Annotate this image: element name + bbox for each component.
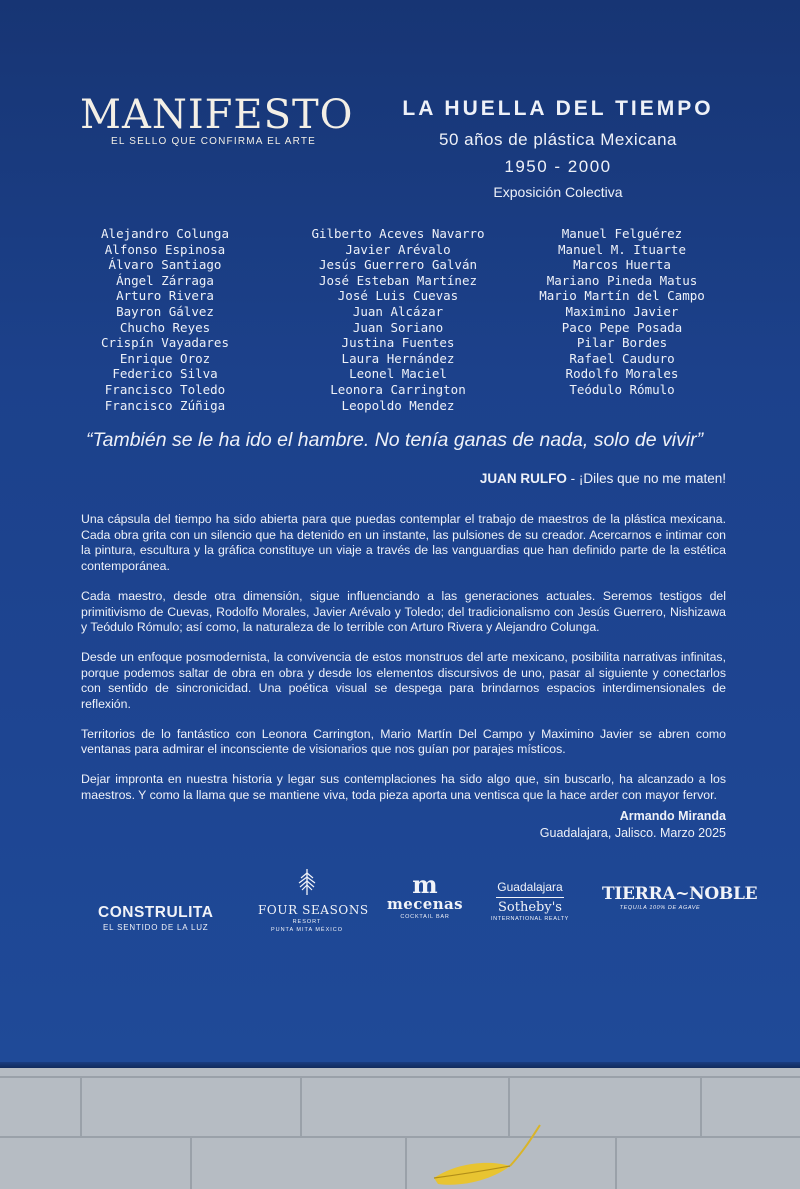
artist-name: Arturo Rivera: [116, 288, 214, 304]
artist-name: Juan Alcázar: [352, 303, 444, 319]
curatorial-text: [81, 512, 726, 818]
sponsor-name: TIERRA~NOBLE: [602, 884, 758, 904]
manifesto-logo: [80, 92, 354, 147]
artist-name: Mario Martín del Campo: [539, 288, 705, 304]
artist-name: Alfonso Espinosa: [104, 241, 226, 257]
artist-name: Francisco Zúñiga: [104, 397, 226, 413]
sponsor-tagline: INTERNATIONAL REALTY: [491, 916, 569, 922]
sponsor-construlita: [98, 904, 213, 932]
quote-attribution: [480, 471, 726, 486]
artist-name: Enrique Oroz: [119, 350, 211, 366]
sponsor-city: Guadalajara: [497, 880, 563, 894]
exhibition-subtitle: 50 años de plástica Mexicana: [439, 130, 677, 149]
artist-name: Rodolfo Morales: [565, 366, 679, 382]
signature-name: Armando Miranda: [619, 809, 726, 823]
artist-name: Juan Soriano: [352, 319, 444, 335]
artist-list-column-2: [300, 226, 496, 413]
artist-name: Laura Hernández: [341, 350, 455, 366]
artist-name: Leonel Maciel: [349, 366, 447, 382]
artist-name: Ángel Zárraga: [116, 272, 214, 288]
paragraph: Una cápsula del tiempo ha sido abierta para que puedas contemplar el trabajo de maestros de la plástica mexicana. Cada obra grita con un silencio que ha detenido en un instante, las pulsiones de su creador. Acercarnos e intimar con la pintura, escultura y la gráfica constituye un viaje a través de las vanguardias que han definido parte de la estética contemporánea.: [81, 512, 726, 574]
paragraph: Territorios de lo fantástico con Leonora Carrington, Mario Martín Del Campo y Maximino Javier se abren como ventanas para admirar el inconsciente de visionarios que nos guían por parajes místicos.: [81, 726, 726, 757]
artist-name: Álvaro Santiago: [108, 257, 222, 273]
artist-name: Paco Pepe Posada: [561, 319, 683, 335]
artist-name: Mariano Pineda Matus: [546, 272, 698, 288]
artist-name: Gilberto Aceves Navarro: [311, 226, 485, 241]
sponsor-line2: PUNTA MITA MÉXICO: [270, 927, 344, 933]
artist-name: José Esteban Martínez: [318, 272, 478, 288]
sponsor-name: CONSTRULITA: [98, 904, 214, 921]
artist-name: José Luis Cuevas: [337, 288, 459, 304]
artist-list-column-1: [72, 226, 258, 413]
quote-text: “También se le ha ido el hambre. No tenía ganas de nada, solo de vivir”: [86, 429, 704, 451]
tree-icon: [296, 868, 318, 896]
artist-name: Rafael Cauduro: [569, 350, 675, 366]
sponsor-four-seasons: [258, 868, 369, 933]
sponsor-sothebys: [490, 880, 570, 922]
artist-name: Teódulo Rómulo: [569, 381, 675, 397]
tiled-floor: [0, 1068, 800, 1189]
sponsor-tagline: TEQUILA 100% DE AGAVE: [619, 905, 701, 911]
artist-name: Chucho Reyes: [119, 319, 211, 335]
sponsor-line1: RESORT: [292, 919, 322, 925]
paragraph: Desde un enfoque posmodernista, la convivencia de estos monstruos del arte mexicano, posibilita narrativas infinitas, porque podemos saltar de obra en obra y desde los elementos discursivos de uno, pasar al siguiente y conectarlos con sentido de sincronicidad. Una poética visual se despega para brindarnos espacios interdimensionales de reflexión.: [81, 649, 726, 712]
artist-name: Leopoldo Mendez: [341, 397, 455, 413]
sponsor-tagline: COCKTAIL BAR: [400, 914, 450, 920]
exhibition-years: 1950 - 2000: [504, 157, 612, 176]
artist-name: Manuel Felguérez: [561, 226, 683, 241]
artist-name: Federico Silva: [112, 366, 218, 382]
divider: [496, 897, 564, 898]
artist-name: Bayron Gálvez: [116, 303, 214, 319]
quote-author: JUAN RULFO: [479, 471, 567, 486]
sponsor-tierra-noble: [602, 884, 758, 911]
artist-list-column-3: [528, 226, 716, 398]
artist-name: Francisco Toledo: [104, 381, 226, 397]
signature-place-date: Guadalajara, Jalisco. Marzo 2025: [539, 826, 726, 840]
artist-name: Leonora Carrington: [330, 381, 466, 397]
sponsor-mark: m: [412, 870, 438, 899]
paragraph: Cada maestro, desde otra dimensión, sigue influenciando a las generaciones actuales. Seremos testigos del primitivismo de Cuevas, Rodolfo Morales, Javier Arévalo y Toledo; del tradicionalismo con Jesús Guerrero, Nishizawa y Teódulo Rómulo; así como, la naturaleza de lo terrible con Arturo Rivera y Alejandro Colunga.: [81, 588, 726, 635]
sponsor-name: FOUR SEASONS: [258, 903, 369, 917]
sponsor-name: Sotheby's: [498, 900, 562, 915]
logo-tagline: EL SELLO QUE CONFIRMA EL ARTE: [111, 136, 317, 147]
artist-name: Marcos Huerta: [573, 257, 671, 273]
sponsor-name: mecenas: [387, 895, 463, 913]
leaf-icon: [428, 1122, 543, 1189]
quote-work: - ¡Diles que no me maten!: [566, 471, 726, 486]
exhibition-type: Exposición Colectiva: [493, 184, 623, 200]
artist-name: Maximino Javier: [565, 303, 679, 319]
artist-name: Justina Fuentes: [341, 335, 455, 351]
artist-name: Pilar Bordes: [576, 335, 668, 351]
sponsor-mecenas: [380, 870, 470, 920]
artist-name: Alejandro Colunga: [101, 226, 229, 241]
exhibition-title: LA HUELLA DEL TIEMPO: [402, 97, 714, 120]
artist-name: Manuel M. Ituarte: [558, 241, 686, 257]
logo-title: MANIFESTO: [80, 92, 354, 138]
artist-name: Javier Arévalo: [345, 241, 451, 257]
artist-name: Crispín Vayadares: [101, 335, 229, 351]
artist-name: Jesús Guerrero Galván: [318, 257, 478, 273]
paragraph: Dejar impronta en nuestra historia y legar sus contemplaciones ha sido algo que, sin buscarlo, ha alcanzado a los maestros. Y como la llama que se mantiene viva, toda pieza aporta una ventisca que la hace arder con mayor fervor.: [81, 772, 726, 802]
sponsor-tagline: EL SENTIDO DE LA LUZ: [102, 923, 209, 932]
